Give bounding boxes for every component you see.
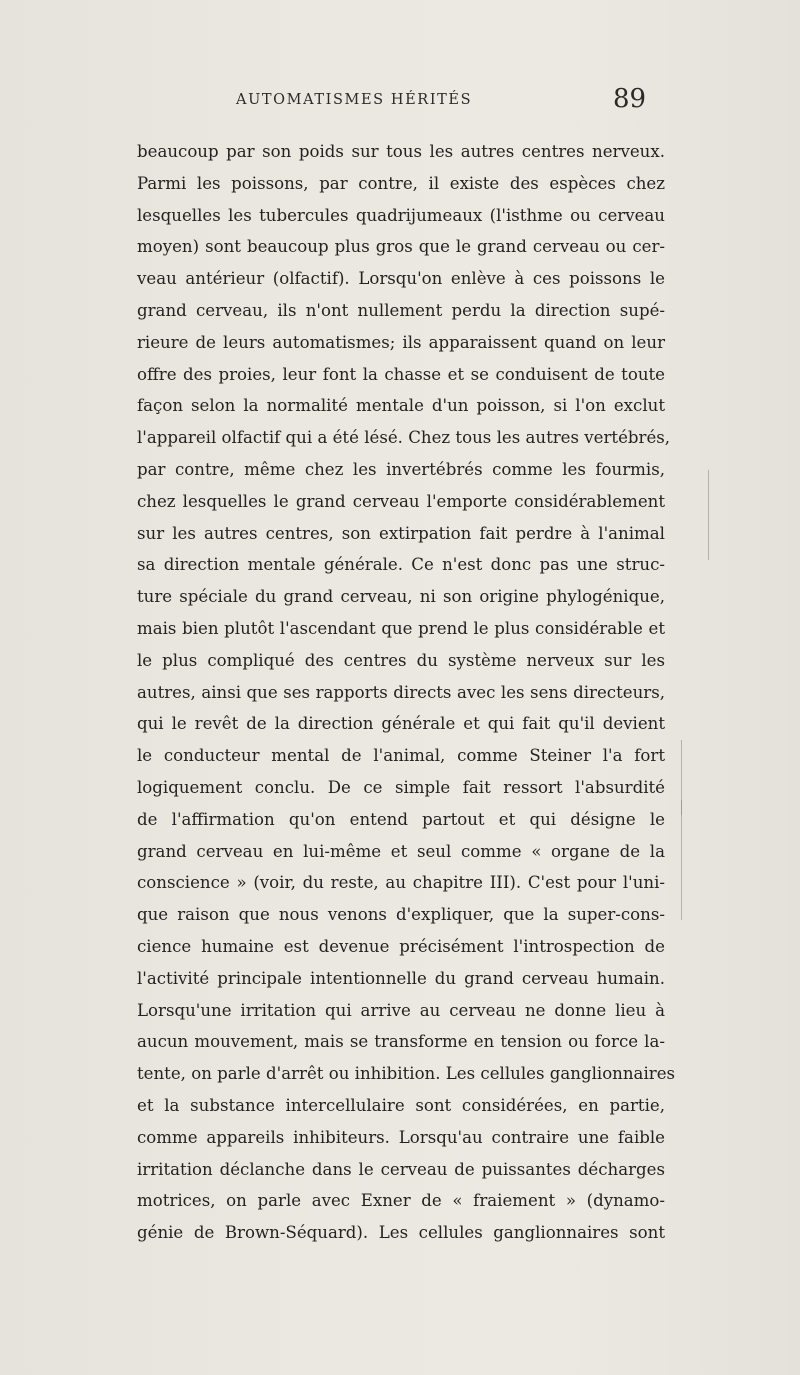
text-line: tente, on parle d'arrêt ou inhibition. Les cellules ganglionnaires xyxy=(137,1064,676,1084)
text-line: le conducteur mental de l'animal, comme Steiner l'a fort xyxy=(137,746,665,766)
text-line: autres, ainsi que ses rapports directs avec les sens directeurs, xyxy=(137,682,665,702)
page-number: 89 xyxy=(613,84,647,114)
text-line: conscience » (voir, du reste, au chapitre III). C'est pour l'uni- xyxy=(137,873,665,893)
text-line: façon selon la normalité mentale d'un poisson, si l'on exclut xyxy=(137,396,665,416)
page-header xyxy=(0,86,800,126)
text-line: lesquelles les tubercules quadrijumeaux (l'isthme ou cerveau xyxy=(137,205,665,225)
text-line: mais bien plutôt l'ascendant que prend le plus considérable et xyxy=(137,618,665,638)
text-line: moyen) sont beaucoup plus gros que le grand cerveau ou cer- xyxy=(137,237,665,257)
text-line: que raison que nous venons d'expliquer, que la super-cons- xyxy=(137,905,665,925)
text-line: génie de Brown-Séquard). Les cellules ganglionnaires sont xyxy=(137,1223,665,1243)
text-line: grand cerveau, ils n'ont nullement perdu la direction supé- xyxy=(137,300,665,320)
text-line: grand cerveau en lui-même et seul comme « organe de la xyxy=(137,841,665,861)
text-line: sa direction mentale générale. Ce n'est donc pas une struc- xyxy=(137,555,665,575)
body-text xyxy=(137,136,676,1249)
text-line: ture spéciale du grand cerveau, ni son origine phylogénique, xyxy=(137,587,665,607)
margin-scan-mark xyxy=(708,470,709,560)
text-line: et la substance intercellulaire sont considérées, en partie, xyxy=(137,1095,665,1115)
text-line: cience humaine est devenue précisément l'introspection de xyxy=(137,936,665,956)
text-line: l'activité principale intentionnelle du grand cerveau humain. xyxy=(137,968,665,988)
text-line: rieure de leurs automatismes; ils apparaissent quand on leur xyxy=(137,332,665,352)
text-line: veau antérieur (olfactif). Lorsqu'on enlève à ces poissons le xyxy=(137,269,665,289)
text-line: aucun mouvement, mais se transforme en tension ou force la- xyxy=(137,1032,665,1052)
text-line: logiquement conclu. De ce simple fait ressort l'absurdité xyxy=(137,777,665,797)
text-line: par contre, même chez les invertébrés comme les fourmis, xyxy=(137,459,665,479)
text-line: sur les autres centres, son extirpation fait perdre à l'animal xyxy=(137,523,665,543)
margin-scan-mark xyxy=(681,800,682,920)
text-line: le plus compliqué des centres du système nerveux sur les xyxy=(137,650,665,670)
running-head: AUTOMATISMES HÉRITÉS xyxy=(236,92,473,108)
text-line: chez lesquelles le grand cerveau l'emporte considérablement xyxy=(137,491,665,511)
text-line: de l'affirmation qu'on entend partout et qui désigne le xyxy=(137,809,665,829)
text-line: l'appareil olfactif qui a été lésé. Chez tous les autres vertébrés, xyxy=(137,428,671,448)
text-line: offre des proies, leur font la chasse et se conduisent de toute xyxy=(137,364,665,384)
text-line: Lorsqu'une irritation qui arrive au cerveau ne donne lieu à xyxy=(137,1000,665,1020)
text-line: irritation déclanche dans le cerveau de puissantes décharges xyxy=(137,1159,665,1179)
text-line: qui le revêt de la direction générale et qui fait qu'il devient xyxy=(137,714,665,734)
text-line: beaucoup par son poids sur tous les autres centres nerveux. xyxy=(137,142,665,161)
text-line: comme appareils inhibiteurs. Lorsqu'au contraire une faible xyxy=(137,1127,665,1147)
text-line: Parmi les poissons, par contre, il existe des espèces chez xyxy=(137,173,665,193)
text-line: motrices, on parle avec Exner de « fraiement » (dynamo- xyxy=(137,1191,665,1211)
